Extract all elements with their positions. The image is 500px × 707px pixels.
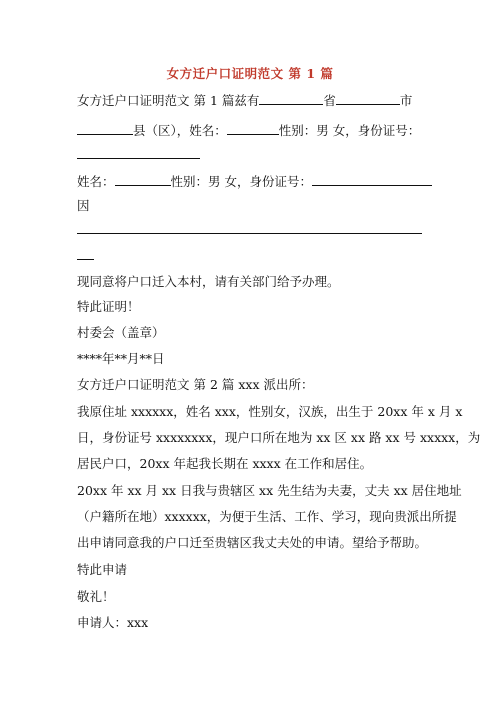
- id-number-blank: [77, 158, 200, 159]
- doc1-line-4: [77, 173, 432, 190]
- doc2-closing-1: 特此申请: [77, 562, 128, 577]
- doc1-line-8: 特此证明！: [77, 299, 140, 314]
- doc2-p1-line-3: 居民户口，20xx 年起我长期在 xxxx 在工作和居住。: [77, 456, 373, 471]
- doc1-line-1: [77, 92, 412, 109]
- document-title: 女方迁户口证明范文 第 1 篇: [166, 66, 334, 81]
- doc1-line1-text-c: 市: [399, 93, 413, 108]
- doc2-p2-line-2: （户籍所在地）xxxxxx，为便于生活、工作、学习，现向贵派出所提: [77, 509, 457, 524]
- doc2-closing-2: 敬礼！: [77, 589, 115, 604]
- doc1-date: ****年**月**日: [77, 351, 165, 366]
- reason-blank-tail: [77, 259, 94, 260]
- county-blank: [77, 122, 133, 135]
- doc1-line1-text-a: 女方迁户口证明范文 第 1 篇兹有: [77, 93, 260, 108]
- doc1-line-9: 村委会（盖章）: [77, 325, 165, 340]
- doc2-applicant: 申请人：xxx: [77, 615, 149, 630]
- doc1-line1-text-b: 省: [323, 93, 336, 108]
- reason-blank: [77, 233, 422, 234]
- id-number-blank-2: [312, 173, 432, 186]
- name-blank: [227, 122, 279, 135]
- doc1-line-2: [77, 122, 420, 139]
- name-blank-2: [115, 173, 171, 186]
- doc2-p1-line-1: 我原住址 xxxxxx，姓名 xxx，性别女，汉族，出生于 20xx 年 x 月 x: [77, 404, 463, 419]
- doc2-p2-line-1: 20xx 年 xx 月 xx 日我与贵辖区 xx 先生结为夫妻，丈夫 xx 居住地址: [77, 483, 462, 498]
- doc2-p1-line-2: 日，身份证号 xxxxxxxx，现户口所在地为 xx 区 xx 路 xx 号 xxxxx，为: [77, 430, 481, 445]
- doc1-line4-text-a: 姓名：: [77, 174, 115, 189]
- doc2-heading: 女方迁户口证明范文 第 2 篇 xxx 派出所：: [77, 377, 314, 392]
- province-blank: [259, 92, 323, 105]
- doc1-line5-text: 因: [77, 198, 90, 213]
- doc1-line2-text-a: 县（区），姓名：: [133, 123, 227, 138]
- doc2-p2-line-3: 出申请同意我的户口迁至贵辖区我丈夫处的申请。望给予帮助。: [77, 535, 428, 550]
- doc1-line-7: 现同意将户口迁入本村，请有关部门给予办理。: [77, 274, 340, 289]
- city-blank: [336, 92, 400, 105]
- doc1-line-5: [77, 198, 90, 214]
- doc1-line2-text-b: 性别：男 女，身份证号：: [278, 123, 421, 138]
- doc1-line4-text-b: 性别：男 女，身份证号：: [170, 174, 312, 189]
